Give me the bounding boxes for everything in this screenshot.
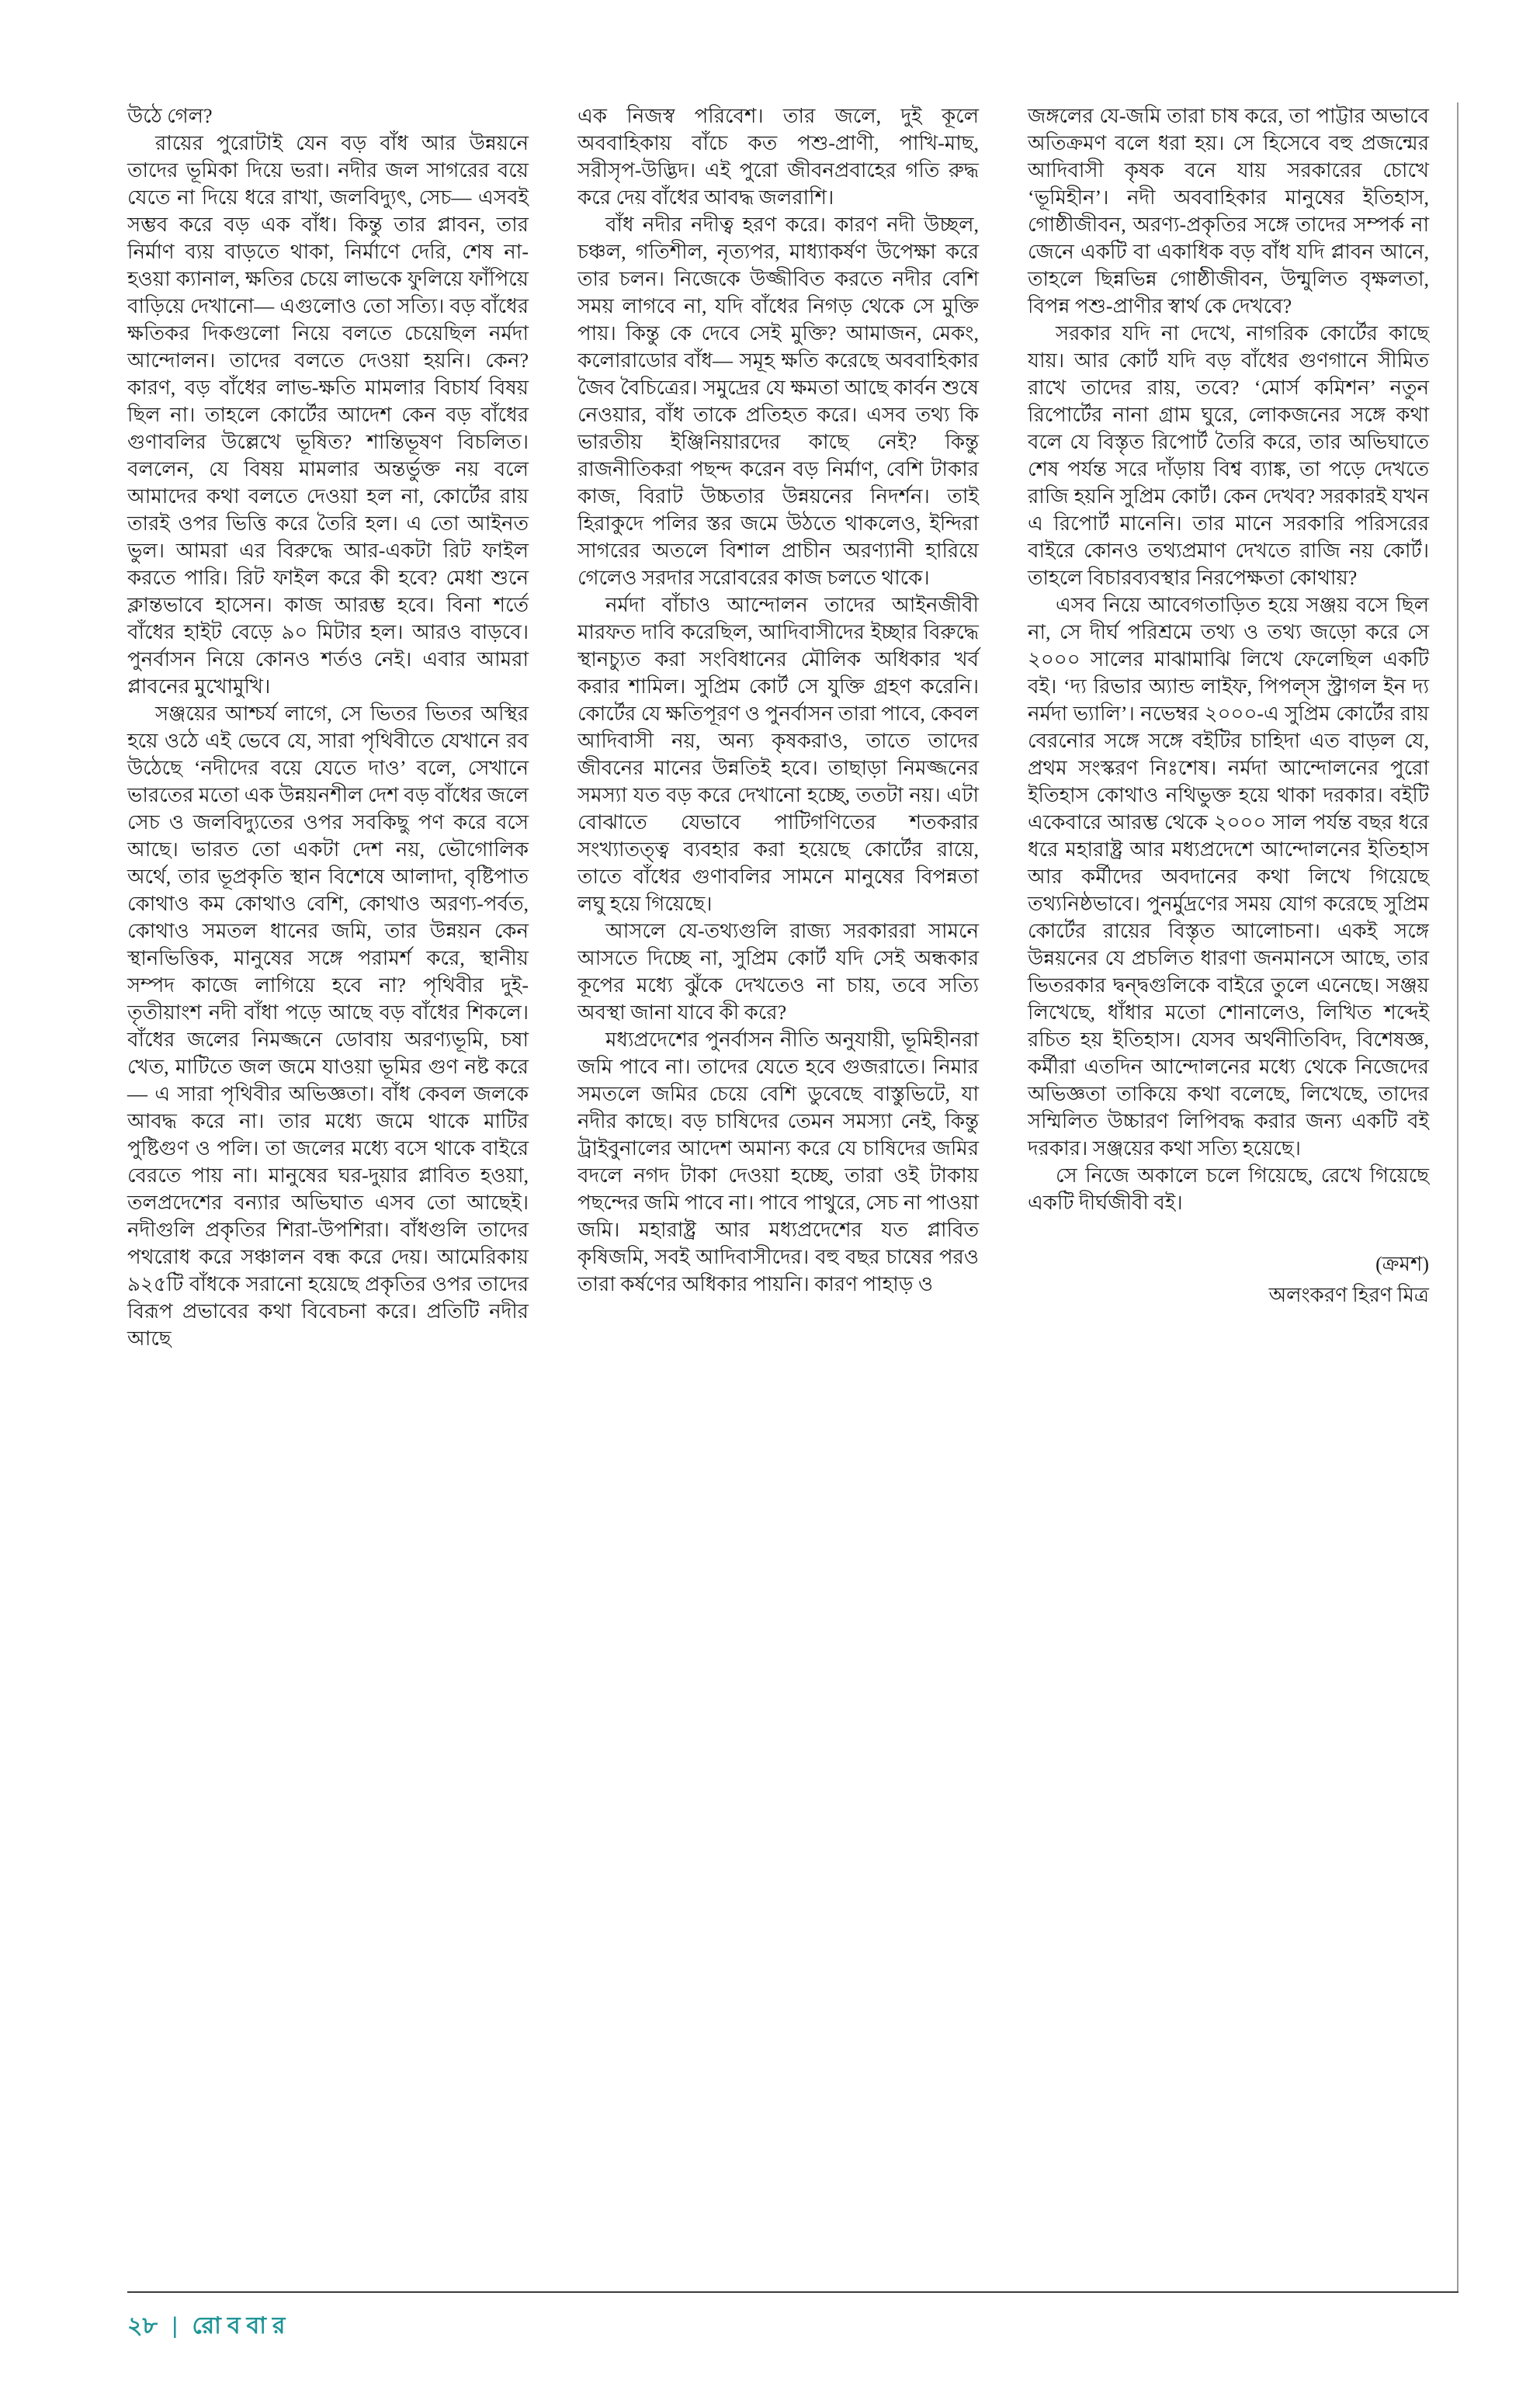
right-margin-rule: [1457, 102, 1458, 2293]
paragraph: আসলে যে-তথ্যগুলি রাজ্য সরকাররা সামনে আসতে দিচ্ছে না, সুপ্রিম কোর্ট যদি সেই অন্ধকার কূপের মধ্যে ঝুঁকে দেখতেও না চায়, তবে সত্যি অবস্থা জানা যাবে কী করে?: [578, 920, 979, 1024]
paragraph-continuation: এক নিজস্ব পরিবেশ। তার জলে, দুই কূলে অববাহিকায় বাঁচে কত পশু-প্রাণী, পাখি-মাছ, সরীসৃপ-উদ্ভিদ। এই পুরো জীবনপ্রবাহের গতি রুদ্ধ করে দেয় বাঁধের আবদ্ধ জলরাশি।: [578, 105, 979, 209]
article-closing: [1028, 1249, 1429, 1311]
text-column-3: [1028, 102, 1429, 1352]
page-number: ২৮: [127, 2313, 158, 2339]
paragraph: নর্মদা বাঁচাও আন্দোলন তাদের আইনজীবী মারফত দাবি করেছিল, আদিবাসীদের ইচ্ছার বিরুদ্ধে স্থানচ্যুত করা সংবিধানের মৌলিক অধিকার খর্ব করার শামিল। সুপ্রিম কোর্ট সে যুক্তি গ্রহণ করেনি। কোর্টের যে ক্ষতিপূরণ ও পুনর্বাসন তারা পাবে, কেবল আদিবাসী নয়, অন্য কৃষকরাও, তাতে তাদের জীবনের মানের উন্নতিই হবে। তাছাড়া নিমজ্জনের সমস্যা যত বড় করে দেখানো হচ্ছে, ততটা নয়। এটা বোঝাতে যেভাবে পাটিগণিতের শতকরার সংখ্যাতত্ত্ব ব্যবহার করা হয়েছে কোর্টের রায়ে, তাতে বাঁধের গুণাবলির সামনে মানুষের বিপন্নতা লঘু হয়ে গিয়েছে।: [578, 594, 979, 915]
paragraph: বাঁধ নদীর নদীত্ব হরণ করে। কারণ নদী উচ্ছল, চঞ্চল, গতিশীল, নৃত্যপর, মাধ্যাকর্ষণ উপেক্ষা করে তার চলন। নিজেকে উজ্জীবিত করতে নদীর বেশি সময় লাগবে না, যদি বাঁধের নিগড় থেকে সে মুক্তি পায়। কিন্তু কে দেবে সেই মুক্তি? আমাজন, মেকং, কলোরাডোর বাঁধ— সমূহ ক্ষতি করেছে অববাহিকার জৈব বৈচিত্রের। সমুদ্রের যে ক্ষমতা আছে কার্বন শুষে নেওয়ার, বাঁধ তাকে প্রতিহত করে। এসব তথ্য কি ভারতীয় ইঞ্জিনিয়ারদের কাছে নেই? কিন্তু রাজনীতিকরা পছন্দ করেন বড় নির্মাণ, বেশি টাকার কাজ, বিরাট উচ্চতার উন্নয়নের নিদর্শন। তাই হিরাকুদে পলির স্তর জমে উঠতে থাকলেও, ইন্দিরা সাগরের অতলে বিশাল প্রাচীন অরণ্যানী হারিয়ে গেলেও সরদার সরোবরের কাজ চলতে থাকে।: [578, 213, 979, 589]
to-be-continued-label: (ক্রমশ): [1375, 1253, 1429, 1275]
text-column-1: [127, 102, 529, 1352]
page-footer: [127, 2307, 291, 2346]
paragraph: সে নিজে অকালে চলে গিয়েছে, রেখে গিয়েছে একটি দীর্ঘজীবী বই।: [1028, 1164, 1429, 1214]
footer-rule: [127, 2291, 1458, 2293]
paragraph-continuation: জঙ্গলের যে-জমি তারা চাষ করে, তা পাট্টার অভাবে অতিক্রমণ বলে ধরা হয়। সে হিসেবে বহু প্রজন্মের আদিবাসী কৃষক বনে যায় সরকারের চোখে ‘ভূমিহীন’। নদী অববাহিকার মানুষের ইতিহাস, গোষ্ঠীজীবন, অরণ্য-প্রকৃতির সঙ্গে তাদের সম্পর্ক না জেনে একটি বা একাধিক বড় বাঁধ যদি প্লাবন আনে, তাহলে ছিন্নভিন্ন গোষ্ঠীজীবন, উন্মুলিত বৃক্ষলতা, বিপন্ন পশু-প্রাণীর স্বার্থ কে দেখবে?: [1028, 105, 1429, 317]
article-body: [127, 102, 1430, 1352]
footer-divider: |: [172, 2313, 179, 2339]
paragraph: সরকার যদি না দেখে, নাগরিক কোর্টের কাছে যায়। আর কোর্ট যদি বড় বাঁধের গুণগানে সীমিত রাখে তাদের রায়, তবে? ‘মোর্স কমিশন’ নতুন রিপোর্টের নানা গ্রাম ঘুরে, লোকজনের সঙ্গে কথা বলে যে বিস্তৃত রিপোর্ট তৈরি করে, তার অভিঘাতে শেষ পর্যন্ত সরে দাঁড়ায় বিশ্ব ব্যাঙ্ক, তা পড়ে দেখতে রাজি হয়নি সুপ্রিম কোর্ট। কেন দেখব? সরকারই যখন এ রিপোর্ট মানেনি। তার মানে সরকারি পরিসরের বাইরে কোনও তথ্যপ্রমাণ দেখতে রাজি নয় কোর্ট। তাহলে বিচারব্যবস্থার নিরপেক্ষতা কোথায়?: [1028, 322, 1429, 589]
paragraph: রায়ের পুরোটাই যেন বড় বাঁধ আর উন্নয়নে তাদের ভূমিকা দিয়ে ভরা। নদীর জল সাগরের বয়ে যেতে না দিয়ে ধরে রাখা, জলবিদ্যুৎ, সেচ— এসবই সম্ভব করে বড় এক বাঁধ। কিন্তু তার প্লাবন, তার নির্মাণ ব্যয় বাড়তে থাকা, নির্মাণে দেরি, শেষ না-হওয়া ক্যানাল, ক্ষতির চেয়ে লাভকে ফুলিয়ে ফাঁপিয়ে বাড়িয়ে দেখানো— এগুলোও তো সত্যি। বড় বাঁধের ক্ষতিকর দিকগুলো নিয়ে বলতে চেয়েছিল নর্মদা আন্দোলন। তাদের বলতে দেওয়া হয়নি। কেন? কারণ, বড় বাঁধের লাভ-ক্ষতি মামলার বিচার্য বিষয় ছিল না। তাহলে কোর্টের আদেশ কেন বড় বাঁধের গুণাবলির উল্লেখে ভূষিত? শান্তিভূষণ বিচলিত। বললেন, যে বিষয় মামলার অন্তর্ভুক্ত নয় বলে আমাদের কথা বলতে দেওয়া হল না, কোর্টের রায় তারই ওপর ভিত্তি করে তৈরি হল। এ তো আইনত ভুল। আমরা এর বিরুদ্ধে আর-একটা রিট ফাইল করতে পারি। রিট ফাইল করে কী হবে? মেধা শুনে ক্লান্তভাবে হাসেন। কাজ আরম্ভ হবে। বিনা শর্তে বাঁধের হাইট বেড়ে ৯০ মিটার হল। আরও বাড়বে। পুনর্বাসন নিয়ে কোনও শর্তও নেই। এবার আমরা প্লাবনের মুখোমুখি।: [127, 132, 529, 698]
paragraph-continuation: উঠে গেল?: [127, 105, 213, 127]
paragraph: সঞ্জয়ের আশ্চর্য লাগে, সে ভিতর ভিতর অস্থির হয়ে ওঠে এই ভেবে যে, সারা পৃথিবীতে যেখানে রব উঠেছে ‘নদীদের বয়ে যেতে দাও’ বলে, সেখানে ভারতের মতো এক উন্নয়নশীল দেশ বড় বাঁধের জলে সেচ ও জলবিদ্যুতের ওপর সবকিছু পণ করে বসে আছে। ভারত তো একটা দেশ নয়, ভৌগোলিক অর্থে, তার ভূপ্রকৃতি স্থান বিশেষে আলাদা, বৃষ্টিপাত কোথাও কম কোথাও বেশি, কোথাও অরণ্য-পর্বত, কোথাও সমতল ধানের জমি, তার উন্নয়ন কেন স্থানভিত্তিক, মানুষের সঙ্গে পরামর্শ করে, স্থানীয় সম্পদ কাজে লাগিয়ে হবে না? পৃথিবীর দুই-তৃতীয়াংশ নদী বাঁধা পড়ে আছে বড় বাঁধের শিকলে। বাঁধের জলের নিমজ্জনে ডোবায় অরণ্যভূমি, চষা খেত, মাটিতে জল জমে যাওয়া ভূমির গুণ নষ্ট করে— এ সারা পৃথিবীর অভিজ্ঞতা। বাঁধ কেবল জলকে আবদ্ধ করে না। তার মধ্যে জমে থাকে মাটির পুষ্টিগুণ ও পলি। তা জলের মধ্যে বসে থাকে বাইরে বেরতে পায় না। মানুষের ঘর-দুয়ার প্লাবিত হওয়া, তলপ্রদেশের বন্যার অভিঘাত এসব তো আছেই। নদীগুলি প্রকৃতির শিরা-উপশিরা। বাঁধগুলি তাদের পথরোধ করে সঞ্চালন বন্ধ করে দেয়। আমেরিকায় ৯২৫টি বাঁধকে সরানো হয়েছে প্রকৃতির ওপর তাদের বিরূপ প্রভাবের কথা বিবেচনা করে। প্রতিটি নদীর আছে: [127, 702, 529, 1350]
text-column-2: [578, 102, 979, 1352]
illustration-credit: অলংকরণ হিরণ মিত্র: [1268, 1284, 1429, 1306]
magazine-title: রোববার: [192, 2313, 292, 2339]
paragraph: মধ্যপ্রদেশের পুনর্বাসন নীতি অনুযায়ী, ভূমিহীনরা জমি পাবে না। তাদের যেতে হবে গুজরাতে। নিমার সমতলে জমির চেয়ে বেশি ডুবেছে বাস্তুভিটে, যা নদীর কাছে। বড় চাষিদের তেমন সমস্যা নেই, কিন্তু ট্রাইবুনালের আদেশ অমান্য করে যে চাষিদের জমির বদলে নগদ টাকা দেওয়া হচ্ছে, তারা ওই টাকায় পছন্দের জমি পাবে না। পাবে পাথুরে, সেচ না পাওয়া জমি। মহারাষ্ট্র আর মধ্যপ্রদেশের যত প্লাবিত কৃষিজমি, সবই আদিবাসীদের। বহু বছর চাষের পরও তারা কর্ষণের অধিকার পায়নি। কারণ পাহাড় ও: [578, 1028, 979, 1295]
paragraph: এসব নিয়ে আবেগতাড়িত হয়ে সঞ্জয় বসে ছিল না, সে দীর্ঘ পরিশ্রমে তথ্য ও তথ্য জড়ো করে সে ২০০০ সালের মাঝামাঝি লিখে ফেলেছিল একটি বই। ‘দ্য রিভার অ্যান্ড লাইফ, পিপল্স স্ট্রাগল ইন দ্য নর্মদা ভ্যালি’। নভেম্বর ২০০০-এ সুপ্রিম কোর্টের রায় বেরনোর সঙ্গে সঙ্গে বইটির চাহিদা এত বাড়ল যে, প্রথম সংস্করণ নিঃশেষ। নর্মদা আন্দোলনের পুরো ইতিহাস কোথাও নথিভুক্ত হয়ে থাকা দরকার। বইটি একেবারে আরম্ভ থেকে ২০০০ সাল পর্যন্ত বছর ধরে ধরে মহারাষ্ট্র আর মধ্যপ্রদেশে আন্দোলনের ইতিহাস আর কর্মীদের অবদানের কথা লিখে গিয়েছে তথ্যনিষ্ঠভাবে। পুনর্মুদ্রণের সময় যোগ করেছে সুপ্রিম কোর্টের রায়ের বিস্তৃত আলোচনা। একই সঙ্গে উন্নয়নের যে প্রচলিত ধারণা জনমানসে আছে, তার ভিতরকার দ্বন্দ্বগুলিকে বাইরে তুলে এনেছে। সঞ্জয় লিখেছে, ধাঁধার মতো শোনালেও, লিখিত শব্দেই রচিত হয় ইতিহাস। যেসব অর্থনীতিবিদ, বিশেষজ্ঞ, কর্মীরা এতদিন আন্দোলনের মধ্যে থেকে নিজেদের অভিজ্ঞতা তাকিয়ে কথা বলেছে, লিখেছে, তাদের সম্মিলিত উচ্চারণ লিপিবদ্ধ করার জন্য একটি বই দরকার। সঞ্জয়ের কথা সত্যি হয়েছে।: [1028, 594, 1429, 1160]
